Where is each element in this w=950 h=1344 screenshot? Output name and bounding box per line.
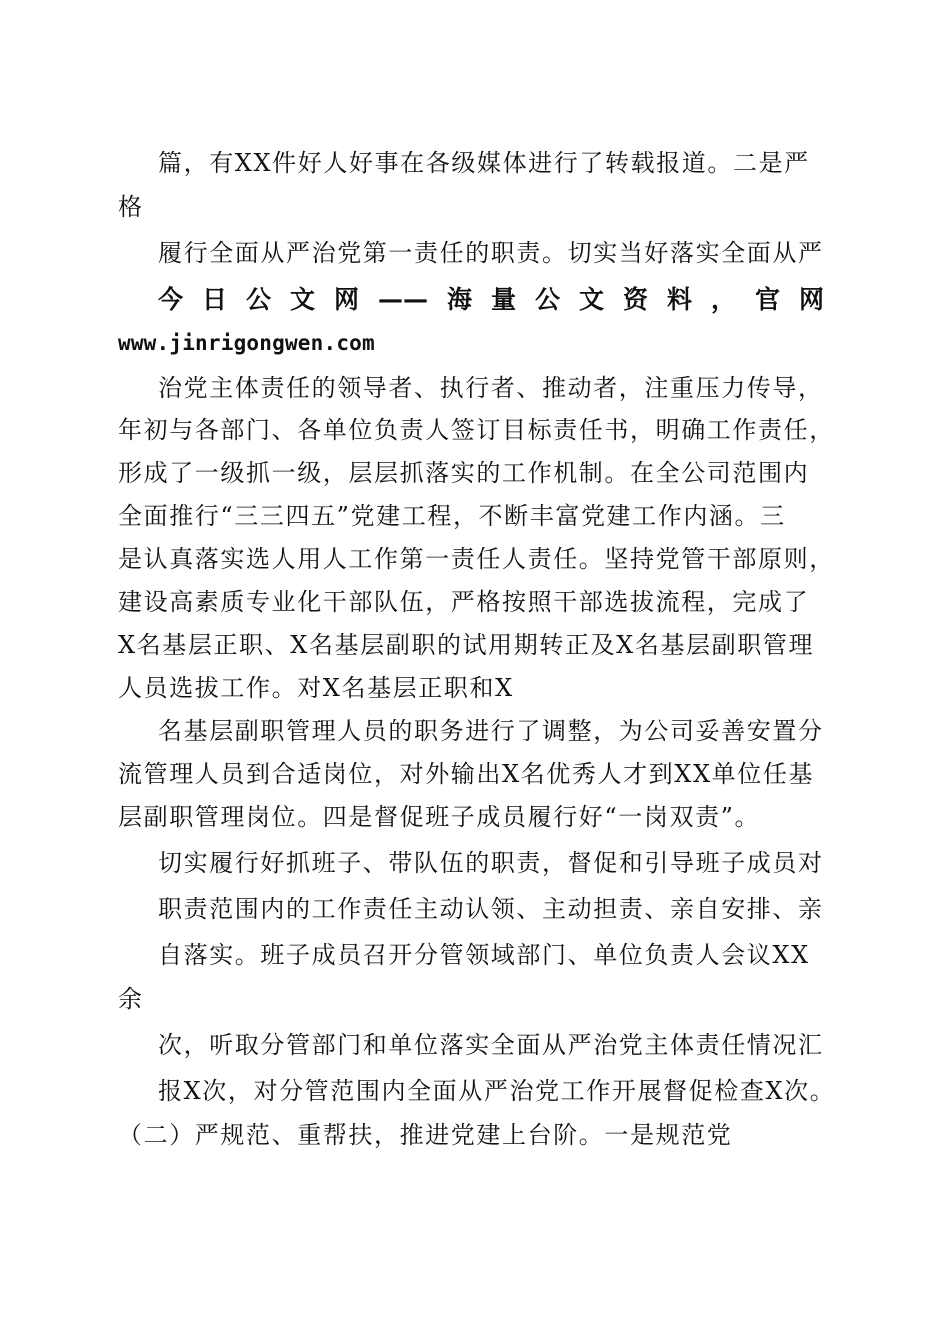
text-line-4: 治党主体责任的领导者、执行者、推动者，注重压力传导， [158, 374, 824, 402]
text-line-6: 形成了一级抓一级，层层抓落实的工作机制。在全公司范围内 [118, 459, 810, 487]
text-line-8: 是认真落实选人用人工作第一责任人责任。坚持党管干部原则， [118, 545, 835, 573]
text-line-9: 建设高素质专业化干部队伍，严格按照干部选拔流程，完成了 [118, 588, 810, 616]
text-line-2: 格 [118, 193, 144, 221]
text-line-12: 名基层副职管理人员的职务进行了调整，为公司妥善安置分 [158, 717, 824, 745]
text-line-21: （二）严规范、重帮扶，推进党建上台阶。一是规范党 [118, 1121, 733, 1149]
text-line-19: 次，听取分管部门和单位落实全面从严治党主体责任情况汇 [158, 1031, 824, 1059]
text-line-3: 履行全面从严治党第一责任的职责。切实当好落实全面从严 [158, 239, 824, 267]
text-line-1: 篇，有XX件好人好事在各级媒体进行了转载报道。二是严 [158, 149, 810, 177]
text-line-10: X名基层正职、X名基层副职的试用期转正及X名基层副职管理 [118, 631, 815, 659]
text-line-18: 余 [118, 985, 144, 1013]
text-line-13: 流管理人员到合适岗位，对外输出X名优秀人才到XX单位任基 [118, 760, 815, 788]
text-line-20: 报X次，对分管范围内全面从严治党工作开展督促检查X次。 [158, 1077, 836, 1105]
text-line-11: 人员选拔工作。对X名基层正职和X [118, 674, 514, 702]
text-line-15: 切实履行好抓班子、带队伍的职责，督促和引导班子成员对 [158, 849, 824, 877]
text-line-14: 层副职管理岗位。四是督促班子成员履行好“一岗双责”。 [118, 803, 761, 831]
watermark-banner: 今日公文网——海量公文资料，官网 [158, 285, 824, 314]
text-line-17: 自落实。班子成员召开分管领域部门、单位负责人会议XX [158, 941, 810, 969]
text-line-16: 职责范围内的工作责任主动认领、主动担责、亲自安排、亲 [158, 895, 824, 923]
text-line-5: 年初与各部门、各单位负责人签订目标责任书，明确工作责任， [118, 416, 835, 444]
text-line-7: 全面推行“三三四五”党建工程，不断丰富党建工作内涵。三 [118, 502, 786, 530]
watermark-url: www.jinrigongwen.com [118, 331, 375, 355]
